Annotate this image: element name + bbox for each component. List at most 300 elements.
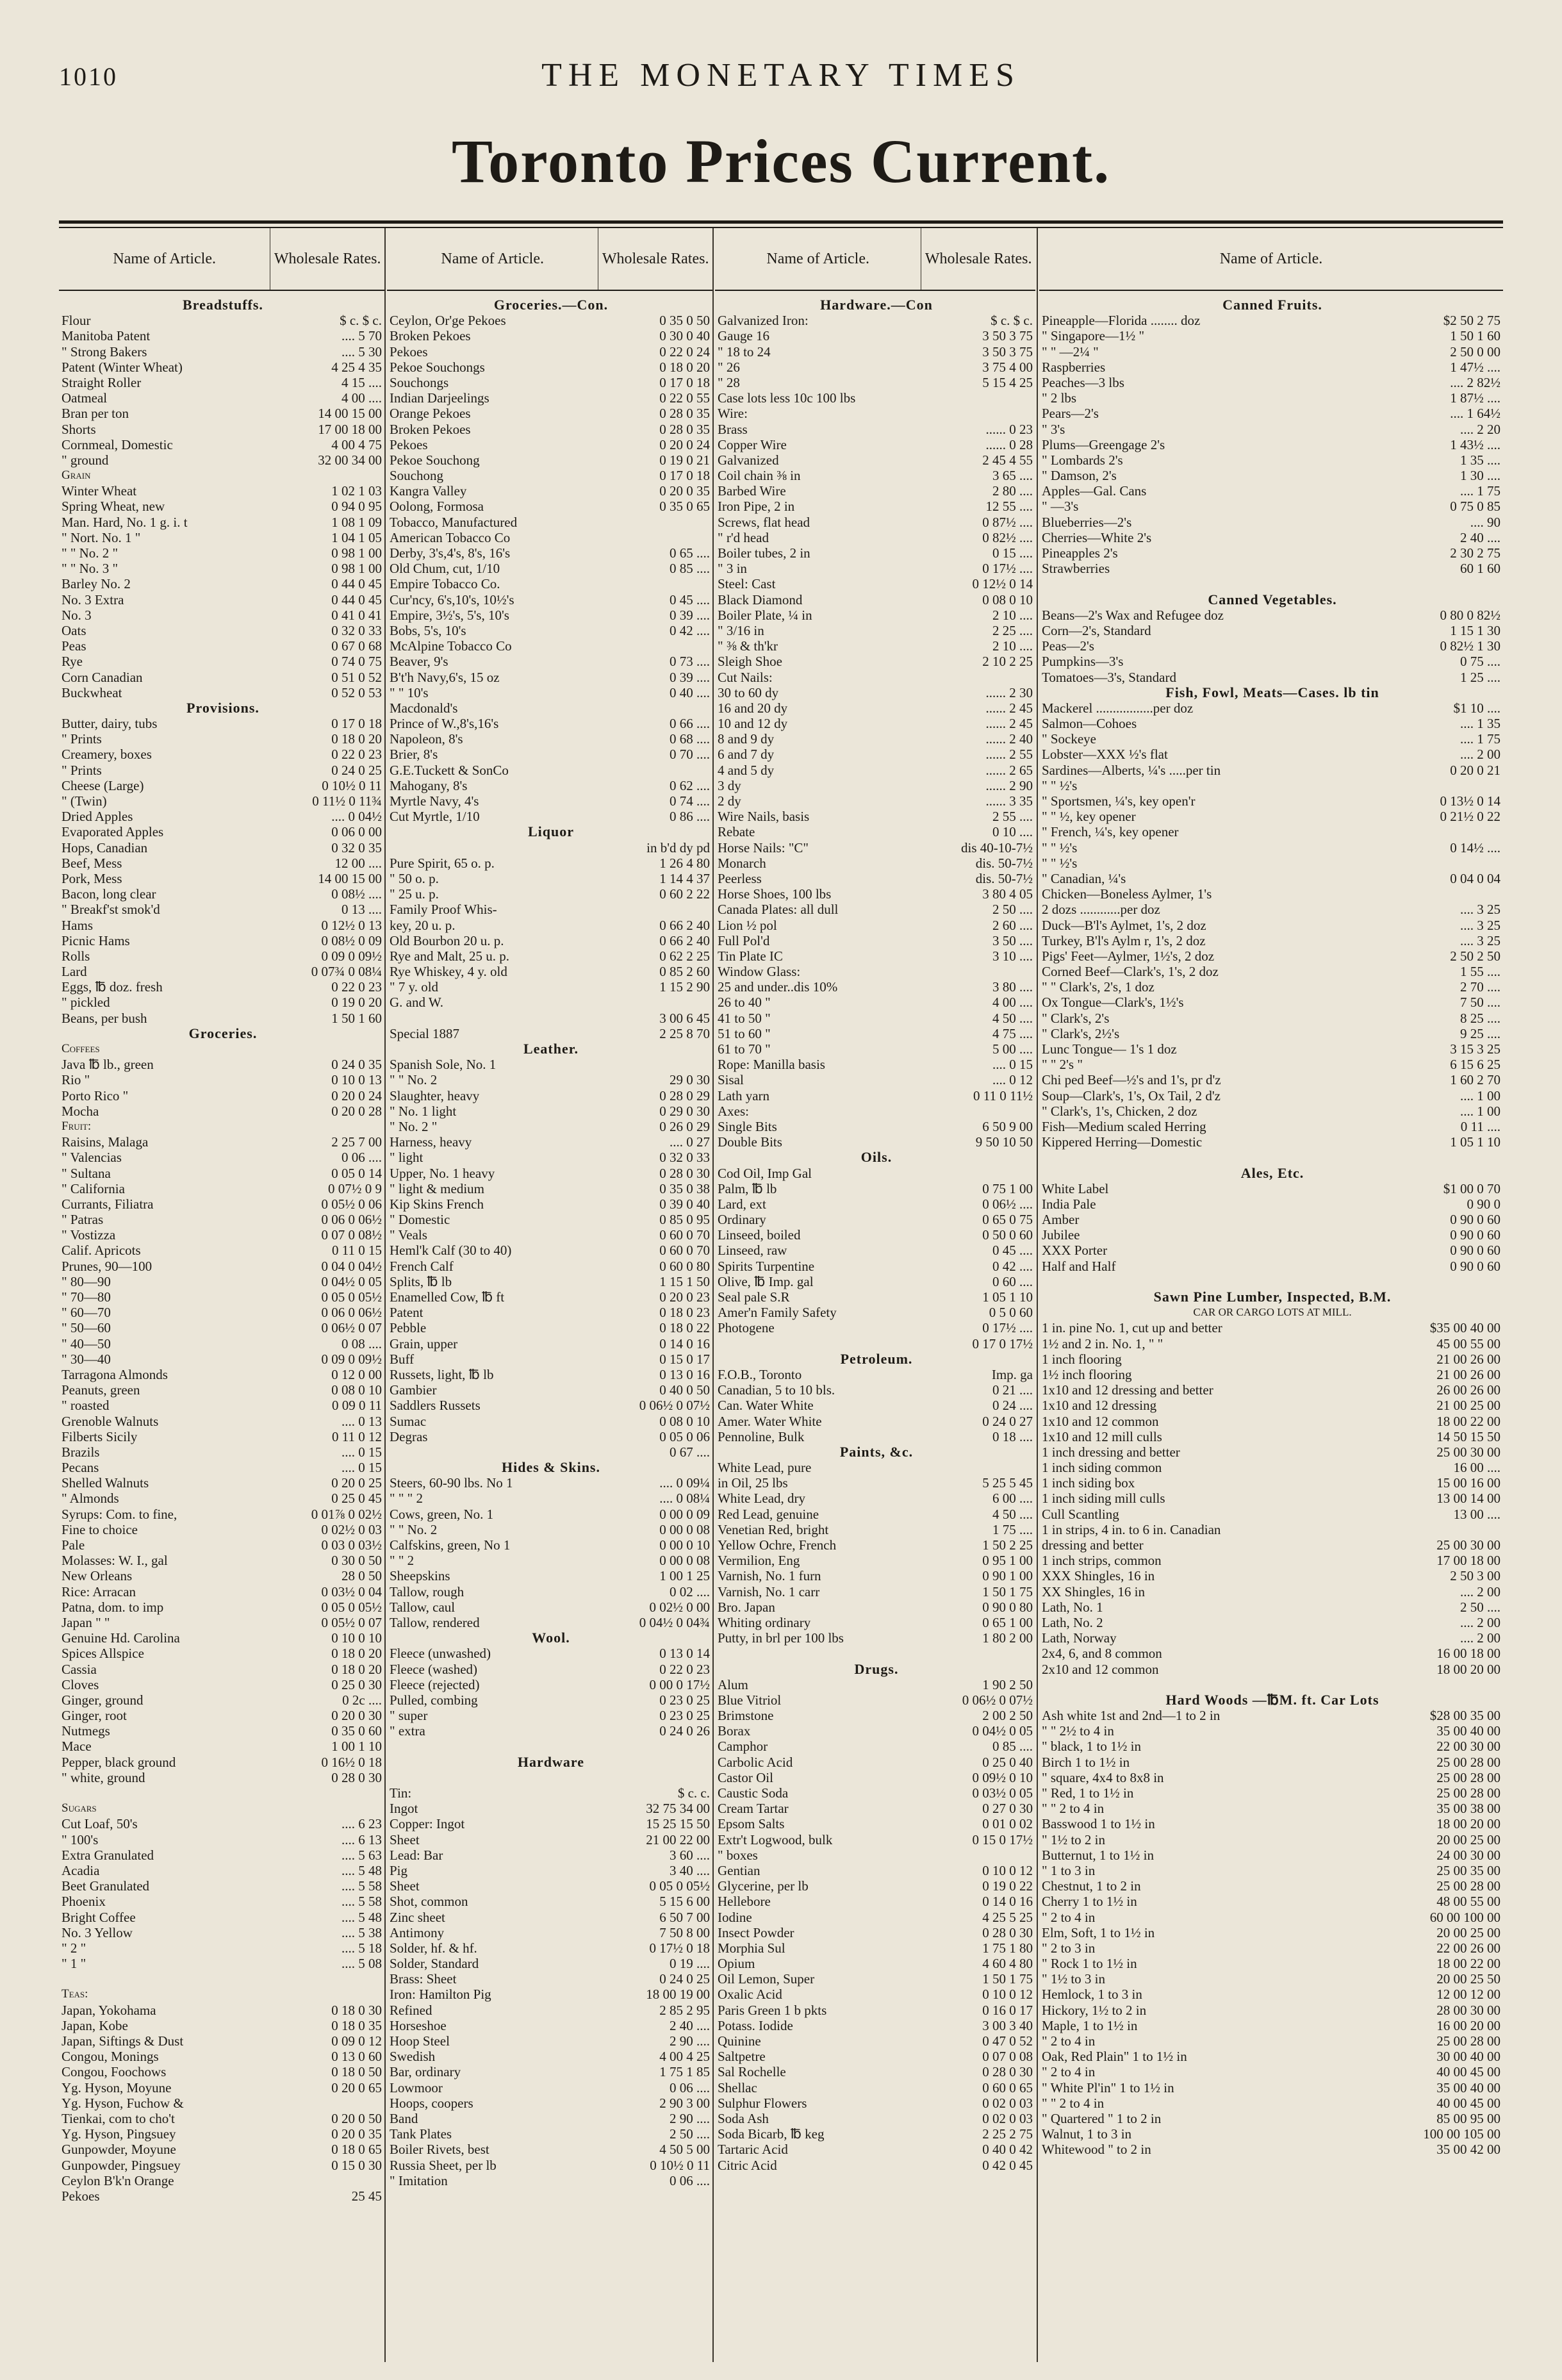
price-row <box>59 2003 384 2018</box>
wholesale-rate: 0 39 .... <box>670 669 710 685</box>
price-row <box>387 1662 712 1677</box>
wholesale-rate: 0 82½ 1 30 <box>1440 638 1500 654</box>
article-name: Breadstuffs. <box>183 297 263 313</box>
article-name: 2x10 and 12 common <box>1042 1661 1159 1677</box>
price-row <box>59 1646 384 1661</box>
price-row <box>715 670 1035 685</box>
article-name: Tartaric Acid <box>718 2142 788 2158</box>
article-name: Solder, hf. & hf. <box>390 1940 477 1956</box>
article-name: XXX Porter <box>1042 1243 1108 1259</box>
price-row <box>387 2126 712 2142</box>
article-name: Lath, No. 2 <box>1042 1614 1103 1630</box>
article-name: Congou, Monings <box>62 2049 159 2065</box>
wholesale-rate: 0 40 0 42 <box>982 2142 1033 2158</box>
wholesale-rate: .... 0 04½ <box>331 809 382 825</box>
price-row <box>387 1878 712 1894</box>
wholesale-rate: 18 00 19 00 <box>646 1987 710 2003</box>
price-row <box>1039 2126 1503 2142</box>
price-row <box>387 1196 712 1212</box>
wholesale-rate: 7 50 .... <box>1460 995 1500 1011</box>
article-name: Window Glass: <box>718 964 801 980</box>
wholesale-rate: 0 19 0 20 <box>331 995 382 1011</box>
article-name: Strawberries <box>1042 561 1110 577</box>
article-name: Hard Woods —℔M. ft. Car Lots <box>1165 1692 1379 1708</box>
article-name: Caustic Soda <box>718 1785 789 1801</box>
price-row <box>387 422 712 437</box>
article-name: Maple, 1 to 1½ in <box>1042 2017 1138 2033</box>
wholesale-rate: 1 05 1 10 <box>982 1289 1033 1305</box>
article-name: Broken Pekoes <box>390 328 471 344</box>
wholesale-rate: 32 00 34 00 <box>318 452 382 468</box>
article-name: Sugars <box>62 1801 97 1815</box>
price-row <box>59 1103 384 1119</box>
article-name: " Quartered " 1 to 2 in <box>1042 2110 1162 2126</box>
price-row <box>387 313 712 328</box>
article-name: Sardines—Alberts, ¼'s .....per tin <box>1042 762 1221 778</box>
price-row <box>387 1414 712 1429</box>
wholesale-rate <box>919 1847 1035 1863</box>
article-name: Carbolic Acid <box>718 1754 793 1770</box>
price-row <box>1039 1537 1503 1553</box>
wholesale-rate: 0 02 0 03 <box>982 2095 1033 2111</box>
article-name: 1 inch dressing and better <box>1042 1444 1180 1460</box>
article-name: Sal Rochelle <box>718 2064 786 2080</box>
article-name: Spirits Turpentine <box>718 1258 815 1274</box>
wholesale-rate: 20 00 25 00 <box>1436 1924 1500 1940</box>
article-name: " Clark's, 1's, Chicken, 2 doz <box>1042 1103 1197 1119</box>
page-title: Toronto Prices Current. <box>451 127 1111 195</box>
price-row <box>715 437 1035 452</box>
article-name: Camphor <box>718 1739 768 1755</box>
price-row <box>59 1816 384 1831</box>
article-name: Cut Loaf, 50's <box>62 1816 138 1832</box>
article-name: 30 to 60 dy <box>718 684 779 700</box>
wholesale-rate: $ c. c. <box>677 1785 710 1801</box>
price-row <box>59 344 384 359</box>
price-row <box>387 2095 712 2111</box>
wholesale-rate: 0 60 .... <box>992 1273 1033 1289</box>
price-row <box>59 2188 384 2204</box>
article-name: Grain <box>62 468 91 483</box>
article-name: Acadia <box>62 1862 100 1878</box>
article-name: Brimstone <box>718 1708 774 1724</box>
wholesale-rate: 0 06 0 00 <box>331 824 382 840</box>
wholesale-rate: 7 50 8 00 <box>659 1924 710 1940</box>
price-row <box>715 1398 1035 1413</box>
price-row <box>1039 763 1503 778</box>
article-name: Tobacco, Manufactured <box>390 514 518 530</box>
wholesale-rate: 0 04½ 0 05 <box>321 1273 382 1289</box>
article-name: Olive, ℔ Imp. gal <box>718 1273 814 1289</box>
wholesale-rate: 1 30 .... <box>1460 468 1500 484</box>
article-name: Canned Vegetables. <box>1208 591 1337 607</box>
article-name: Fleece (washed) <box>390 1661 478 1677</box>
article-name: Prunes, 90—100 <box>62 1258 152 1274</box>
article-name: " " ½'s <box>1042 777 1078 793</box>
price-row <box>715 1785 1035 1801</box>
price-row <box>59 1677 384 1692</box>
price-list <box>59 291 384 2204</box>
wholesale-rate <box>596 902 712 917</box>
article-name: " super <box>390 1708 428 1724</box>
subsection-heading <box>59 468 384 483</box>
wholesale-rate: 0 80 0 82½ <box>1440 607 1500 623</box>
article-name: Manitoba Patent <box>62 328 151 344</box>
price-row <box>387 2080 712 2095</box>
price-row <box>1039 933 1503 948</box>
article-name: Varnish, No. 1 furn <box>718 1568 821 1584</box>
article-name: " Singapore—1½ " <box>1042 328 1145 344</box>
wholesale-rate: 0 66 2 40 <box>659 917 710 933</box>
article-name: " " 2½ to 4 in <box>1042 1723 1114 1739</box>
price-row <box>1039 1320 1503 1335</box>
price-row <box>387 855 712 871</box>
column-header <box>59 228 384 291</box>
wholesale-rate: 2 25 .... <box>992 622 1033 638</box>
wholesale-rate: 0 20 0 35 <box>331 2126 382 2142</box>
wholesale-rate: 0 62 2 25 <box>659 948 710 964</box>
wholesale-rate: ...... 2 30 <box>985 684 1033 700</box>
wholesale-rate: 2 90 3 00 <box>659 2095 710 2111</box>
wholesale-rate: 0 02½ 0 03 <box>321 1521 382 1537</box>
wholesale-rate: 0 14 0 16 <box>659 1335 710 1351</box>
article-name: Rope: Manilla basis <box>718 1057 825 1073</box>
article-name: G. and W. <box>390 995 443 1011</box>
price-row <box>59 840 384 855</box>
column-header <box>1039 228 1503 291</box>
article-name: Sawn Pine Lumber, Inspected, B.M. <box>1153 1289 1392 1305</box>
wholesale-rate: 0 20 0 23 <box>659 1289 710 1305</box>
price-row <box>715 499 1035 514</box>
price-row <box>387 1925 712 1940</box>
wholesale-rate <box>1340 778 1503 793</box>
wholesale-rate <box>1340 886 1503 902</box>
price-row <box>387 1491 712 1506</box>
article-name: " 28 <box>718 374 740 390</box>
price-row <box>1039 1026 1503 1041</box>
article-name: Steers, 60-90 lbs. No 1 <box>390 1475 513 1491</box>
wholesale-rate: 1 14 4 37 <box>659 870 710 886</box>
article-name: Creamery, boxes <box>62 747 152 763</box>
price-row <box>1039 1243 1503 1258</box>
wholesale-rate: 0 06½ 0 07 <box>321 1320 382 1336</box>
price-row <box>59 2064 384 2079</box>
article-name: Canned Fruits. <box>1222 297 1322 313</box>
article-name: Enamelled Cow, ℔ ft <box>390 1289 505 1305</box>
wholesale-rate: 2 10 .... <box>992 607 1033 623</box>
wholesale-rate: 12 00 .... <box>334 855 382 871</box>
price-row <box>1039 747 1503 762</box>
article-name: Broken Pekoes <box>390 421 471 437</box>
article-name: Morphia Sul <box>718 1940 785 1956</box>
wholesale-rate: 0 10 0 12 <box>982 1862 1033 1878</box>
price-row <box>59 1150 384 1165</box>
price-row <box>387 561 712 576</box>
article-name: G.E.Tuckett & SonCo <box>390 762 509 778</box>
article-name: Sheet <box>390 1878 420 1894</box>
wholesale-rate: 40 00 45 00 <box>1436 2095 1500 2111</box>
article-name: " Valencias <box>62 1150 122 1166</box>
price-row <box>387 778 712 793</box>
price-row <box>387 1227 712 1243</box>
article-name: " " ½'s <box>1042 839 1078 855</box>
article-name: Raisins, Malaga <box>62 1134 149 1150</box>
price-row <box>387 1134 712 1150</box>
wholesale-rate: 3 00 6 45 <box>659 1010 710 1026</box>
article-name: Calif. Apricots <box>62 1243 141 1259</box>
wholesale-rate: .... 0 12 <box>992 1072 1033 1088</box>
wholesale-rate: 0 73 .... <box>670 654 710 670</box>
price-row <box>387 1150 712 1165</box>
price-row <box>1039 1708 1503 1723</box>
price-row <box>715 2095 1035 2111</box>
wholesale-rate: 0 98 1 00 <box>331 561 382 577</box>
wholesale-rate: 4 00 4 25 <box>659 2049 710 2065</box>
article-name: 25 and under..dis 10% <box>718 979 838 995</box>
price-row <box>387 1507 712 1522</box>
wholesale-rate: 1 26 4 80 <box>659 855 710 871</box>
price-row <box>387 2111 712 2126</box>
wholesale-rate: 0 22 0 23 <box>331 979 382 995</box>
article-name: Yg. Hyson, Fuchow & <box>62 2095 184 2111</box>
price-row <box>59 731 384 747</box>
wholesale-rate: 0 08½ .... <box>331 886 382 902</box>
price-row <box>387 654 712 669</box>
price-row <box>59 592 384 607</box>
price-row <box>715 1429 1035 1444</box>
article-name: Boiler Plate, ¼ in <box>718 607 812 623</box>
price-row <box>387 1320 712 1335</box>
price-row <box>715 1166 1035 1181</box>
price-row <box>1039 452 1503 468</box>
article-name: Fruit: <box>62 1119 92 1133</box>
article-name: Japan, Kobe <box>62 2017 128 2033</box>
article-name: Chicken—Boneless Aylmer, 1's <box>1042 886 1212 902</box>
wholesale-rate: 0 22 0 55 <box>659 390 710 406</box>
price-row <box>59 422 384 437</box>
article-name: No. 3 Extra <box>62 591 124 607</box>
wholesale-rate: 0 30 0 40 <box>659 328 710 344</box>
wholesale-rate: 24 00 30 00 <box>1436 1847 1500 1863</box>
article-name: Soup—Clark's, 1's, Ox Tail, 2 d'z <box>1042 1087 1221 1103</box>
price-row <box>1039 1103 1503 1119</box>
article-name: 2x4, 6, and 8 common <box>1042 1646 1162 1662</box>
article-name: Lowmoor <box>390 2079 443 2095</box>
price-row <box>387 933 712 948</box>
article-name: Amer. Water White <box>718 1413 822 1429</box>
wholesale-rate: ...... 2 45 <box>985 716 1033 732</box>
price-row <box>59 623 384 638</box>
price-row <box>1039 1414 1503 1429</box>
article-name: Wool. <box>532 1630 570 1646</box>
price-row <box>387 1351 712 1367</box>
price-row <box>59 1491 384 1506</box>
article-name: Tin Plate IC <box>718 948 783 964</box>
article-name: 1 inch siding mill culls <box>1042 1491 1165 1507</box>
section-heading <box>1039 1166 1503 1181</box>
price-row <box>387 1305 712 1320</box>
wholesale-rate: 0 23 0 25 <box>659 1708 710 1724</box>
article-name: in Oil, 25 lbs <box>718 1475 788 1491</box>
price-row <box>1039 2033 1503 2049</box>
article-name: Corned Beef—Clark's, 1's, 2 doz <box>1042 964 1219 980</box>
price-row <box>715 731 1035 747</box>
price-row <box>715 1956 1035 1971</box>
price-row <box>715 1336 1035 1351</box>
article-name: Oils. <box>860 1150 892 1166</box>
article-name: Oak, Red Plain" 1 to 1½ in <box>1042 2049 1187 2065</box>
price-row <box>715 452 1035 468</box>
section-heading <box>1039 592 1503 607</box>
wholesale-rate: 22 00 26 00 <box>1436 1940 1500 1956</box>
wholesale-rate: 0 98 1 00 <box>331 545 382 561</box>
wholesale-rate: dis. 50-7½ <box>975 855 1033 871</box>
article-name: India Pale <box>1042 1196 1096 1212</box>
article-name: 1 in. pine No. 1, cut up and better <box>1042 1320 1222 1336</box>
article-name: Citric Acid <box>718 2157 777 2173</box>
article-name: Prince of W.,8's,16's <box>390 716 499 732</box>
article-name: Brier, 8's <box>390 747 438 763</box>
article-name: " 1 " <box>62 1956 86 1972</box>
wholesale-rate: 0 02 .... <box>670 1583 710 1599</box>
price-row <box>1039 871 1503 886</box>
wholesale-rate: 1 15 2 90 <box>659 979 710 995</box>
wholesale-rate: 3 50 .... <box>992 932 1033 948</box>
wholesale-rate: 2 50 .... <box>670 2126 710 2142</box>
wholesale-rate: 28 0 50 <box>341 1568 382 1584</box>
wholesale-rate: 3 50 3 75 <box>982 328 1033 344</box>
price-row <box>59 328 384 343</box>
column-header <box>715 228 1035 291</box>
article-name: Photogene <box>718 1320 775 1336</box>
article-name: Soda Ash <box>718 2110 769 2126</box>
price-row <box>59 2142 384 2157</box>
price-row <box>715 700 1035 716</box>
article-name: " 70—80 <box>62 1289 111 1305</box>
article-name: Gambier <box>390 1382 437 1398</box>
article-name: " " No. 2 " <box>62 545 119 561</box>
article-name: " " —2¼ " <box>1042 343 1099 359</box>
price-row <box>59 1553 384 1568</box>
price-row <box>715 2142 1035 2157</box>
wholesale-rate: 0 32 0 33 <box>659 1150 710 1166</box>
price-row <box>59 1878 384 1894</box>
wholesale-rate: 2 25 2 75 <box>982 2126 1033 2142</box>
article-name: Brass <box>718 421 748 437</box>
price-list <box>387 291 712 2188</box>
article-name: Rio " <box>62 1072 90 1088</box>
wholesale-rate <box>268 2095 384 2111</box>
article-name: Red Lead, genuine <box>718 1506 819 1522</box>
wholesale-rate: 0 04 0 04½ <box>321 1258 382 1274</box>
article-name: Fleece (rejected) <box>390 1676 480 1692</box>
price-row <box>1039 2018 1503 2033</box>
article-name: Vermilion, Eng <box>718 1553 800 1569</box>
wholesale-rate: 0 85 .... <box>992 1739 1033 1755</box>
wholesale-rate: 2 50 2 50 <box>1450 948 1500 964</box>
price-row <box>715 2003 1035 2018</box>
wholesale-rate: 0 27 0 30 <box>982 1801 1033 1817</box>
article-name: Tarragona Almonds <box>62 1366 168 1382</box>
article-name: " Domestic <box>390 1212 450 1228</box>
article-name: Refined <box>390 2002 432 2018</box>
price-row <box>387 2142 712 2157</box>
wholesale-rate: 0 03 0 03½ <box>321 1537 382 1553</box>
price-row <box>1039 1739 1503 1754</box>
article-name: " " No. 3 " <box>62 561 119 577</box>
wholesale-rate: 0 24 0 25 <box>659 1971 710 1987</box>
price-row <box>715 1553 1035 1568</box>
wholesale-rate: 0 08 0 10 <box>982 591 1033 607</box>
article-name: Cur'ncy, 6's,10's, 10½'s <box>390 591 514 607</box>
wholesale-rate: 28 00 30 00 <box>1436 2002 1500 2018</box>
price-row <box>387 1259 712 1274</box>
article-name: Empire, 3½'s, 5's, 10's <box>390 607 509 623</box>
article-name: Napoleon, 8's <box>390 731 463 747</box>
wholesale-rate: 0 00 0 17½ <box>649 1676 710 1692</box>
article-name: Hardware.—Con <box>820 297 933 313</box>
article-name: Cornmeal, Domestic <box>62 436 173 452</box>
price-row <box>715 375 1035 390</box>
article-name: Pekoes <box>390 343 428 359</box>
article-name: Pekoe Souchongs <box>390 359 485 375</box>
price-row <box>387 638 712 654</box>
price-row <box>59 406 384 421</box>
wholesale-rate: .... 0 09¼ <box>659 1475 710 1491</box>
article-name: Yg. Hyson, Moyune <box>62 2079 172 2095</box>
wholesale-rate: ...... 0 28 <box>985 436 1033 452</box>
price-row <box>1039 700 1503 716</box>
wholesale-rate: 1 50 1 60 <box>1450 328 1500 344</box>
price-row <box>1039 422 1503 437</box>
price-row <box>715 1910 1035 1925</box>
article-name: Kip Skins French <box>390 1196 484 1212</box>
article-name: Half and Half <box>1042 1258 1116 1274</box>
price-row <box>387 375 712 390</box>
price-row <box>59 1351 384 1367</box>
article-name: B't'h Navy,6's, 15 oz <box>390 669 500 685</box>
article-name: Birch 1 to 1½ in <box>1042 1754 1130 1770</box>
article-name: Hoops, coopers <box>390 2095 473 2111</box>
price-row <box>59 778 384 793</box>
price-row <box>1039 995 1503 1010</box>
article-name: Hellebore <box>718 1894 771 1910</box>
wholesale-rate: 4 50 .... <box>992 1010 1033 1026</box>
price-row <box>1039 375 1503 390</box>
price-row <box>59 499 384 514</box>
section-heading <box>387 824 712 839</box>
article-name: Canada Plates: all dull <box>718 902 839 918</box>
article-name: Ginger, root <box>62 1708 127 1724</box>
wholesale-rate: 0 19 .... <box>670 1956 710 1972</box>
price-row <box>715 1181 1035 1196</box>
price-row <box>715 1584 1035 1599</box>
wholesale-rate: 0 02 0 03 <box>982 2110 1033 2126</box>
wholesale-rate: 85 00 95 00 <box>1436 2110 1500 2126</box>
wholesale-rate: 2 30 2 75 <box>1450 545 1500 561</box>
price-row <box>59 483 384 499</box>
wholesale-rate: 2 00 2 50 <box>982 1708 1033 1724</box>
price-row <box>715 1832 1035 1847</box>
wholesale-rate: 2 10 2 25 <box>982 654 1033 670</box>
article-name: 2 dy <box>718 793 741 809</box>
wholesale-rate: 0 06½ 0 07½ <box>639 1398 710 1414</box>
price-row <box>387 1398 712 1413</box>
article-name: Monarch <box>718 855 766 871</box>
section-heading <box>715 1150 1035 1165</box>
price-row <box>1039 979 1503 995</box>
article-name: key, 20 u. p. <box>390 917 456 933</box>
